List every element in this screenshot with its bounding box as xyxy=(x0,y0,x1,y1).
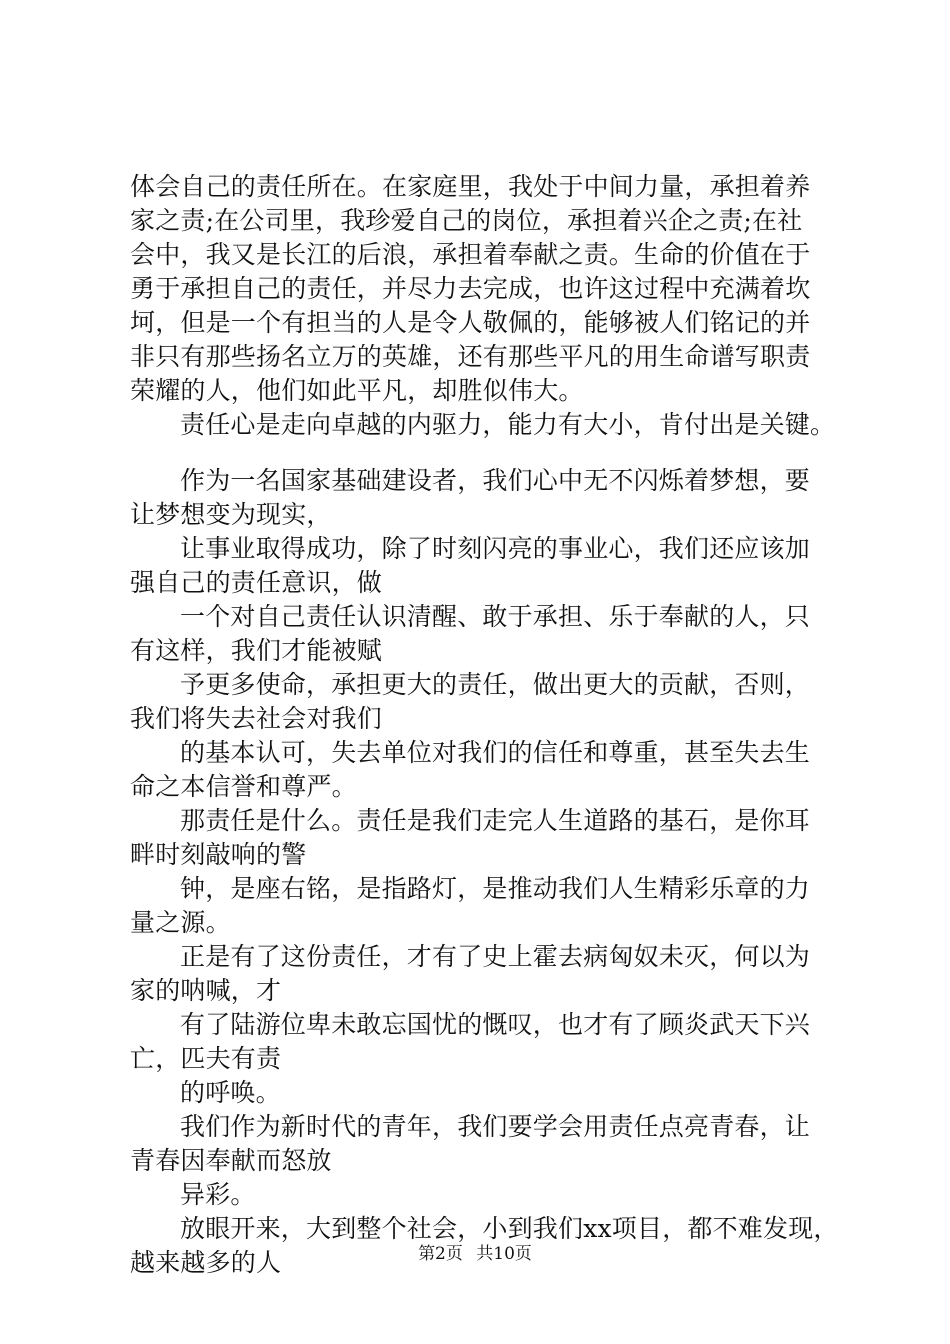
text-line: 强自己的责任意识，做 xyxy=(130,568,383,597)
text-line: 钟，是座右铭，是指路灯，是推动我们人生精彩乐章的力 xyxy=(180,874,811,903)
text-line: 家之责;在公司里，我珍爱自己的岗位，承担着兴企之责;在社 xyxy=(130,206,803,235)
text-line: 的基本认可，失去单位对我们的信任和尊重，甚至失去生 xyxy=(180,738,811,767)
text-line: 作为一名国家基础建设者，我们心中无不闪烁着梦想，要 xyxy=(180,466,811,495)
text-line: 青春因奉献而怒放 xyxy=(130,1146,332,1175)
text-line: 坷，但是一个有担当的人是令人敬佩的，能够被人们铭记的并 xyxy=(130,308,811,337)
paragraph-gap xyxy=(130,442,850,464)
text-line: 让梦想变为现实， xyxy=(130,500,332,529)
text-line: 正是有了这份责任，才有了史上霍去病匈奴未灭，何以为 xyxy=(180,942,811,971)
text-line: 的呼唤。 xyxy=(180,1078,281,1107)
text-line: 让事业取得成功，除了时刻闪亮的事业心，我们还应该加 xyxy=(180,534,811,563)
text-line: 非只有那些扬名立万的英雄，还有那些平凡的用生命谱写职责 xyxy=(130,342,811,371)
text-line: 有这样，我们才能被赋 xyxy=(130,636,383,665)
text-line: 责任心是走向卓越的内驱力，能力有大小，肯付出是关键。 xyxy=(180,410,836,439)
text-line: 那责任是什么。责任是我们走完人生道路的基石，是你耳 xyxy=(180,806,811,835)
text-line: 有了陆游位卑未敢忘国忧的慨叹，也才有了顾炎武天下兴 xyxy=(180,1010,811,1039)
text-line: 越来越多的人 xyxy=(130,1248,282,1277)
text-line: 荣耀的人，他们如此平凡，却胜似伟大。 xyxy=(130,376,584,405)
text-line: 亡，匹夫有责 xyxy=(130,1044,282,1073)
text-line: 量之源。 xyxy=(130,908,231,937)
text-line: 会中，我又是长江的后浪，承担着奉献之责。生命的价值在于 xyxy=(130,240,811,269)
page-footer xyxy=(0,1242,950,1266)
text-line: 体会自己的责任所在。在家庭里，我处于中间力量，承担着养 xyxy=(130,172,811,201)
text-line: 我们作为新时代的青年，我们要学会用责任点亮青春，让 xyxy=(180,1112,811,1141)
text-line: 予更多使命，承担更大的责任，做出更大的贡献，否则， xyxy=(180,670,811,699)
text-line: 畔时刻敲响的警 xyxy=(130,840,307,869)
page-number: 第2页 xyxy=(418,1244,463,1264)
text-line: 家的呐喊，才 xyxy=(130,976,282,1005)
text-line: 命之本信誉和尊严。 xyxy=(130,772,357,801)
page-total: 共10页 xyxy=(476,1244,532,1264)
document-body xyxy=(130,170,850,1280)
text-line: 我们将失去社会对我们 xyxy=(130,704,383,733)
text-line: 一个对自己责任认识清醒、敢于承担、乐于奉献的人，只 xyxy=(180,602,811,631)
text-line: 勇于承担自己的责任，并尽力去完成，也许这过程中充满着坎 xyxy=(130,274,811,303)
text-line: 异彩。 xyxy=(180,1180,256,1209)
text-line: 放眼开来，大到整个社会，小到我们xx项目，都不难发现， xyxy=(180,1214,839,1243)
